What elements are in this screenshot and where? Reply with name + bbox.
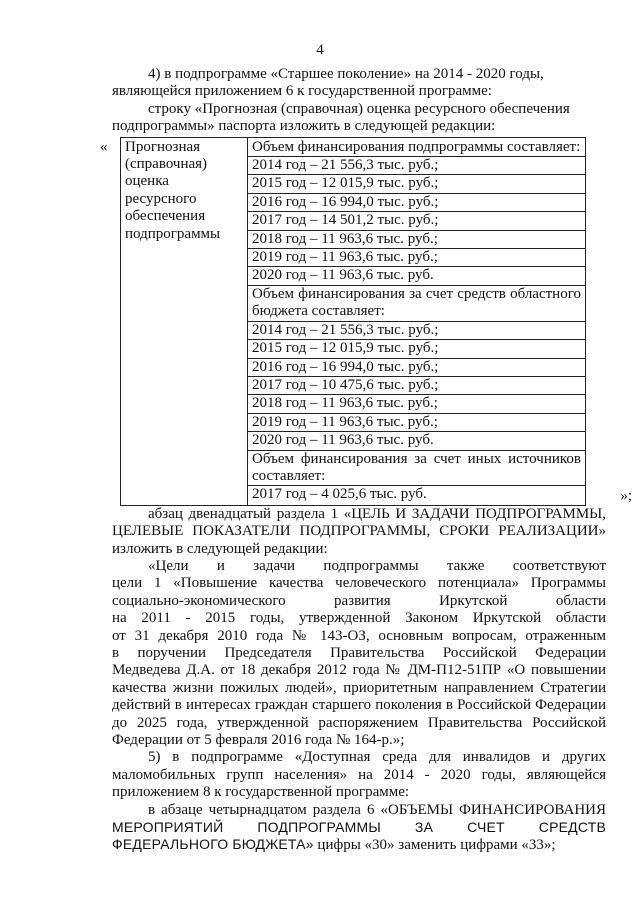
goals-line: «Цели и задачи подпрограммы также соответствуют [148,557,606,574]
goals-line: до 2025 года, утвержденной распоряжением Правительства Российской [112,714,606,731]
close-quote: »; [620,488,632,505]
finance-line: 2014 год – 21 556,3 тыс. руб.; [248,322,585,340]
abzac14-line [112,802,606,819]
row-title-line: подпрограммы [125,225,221,242]
table-row [121,137,586,505]
item4-line1: 4) в подпрограмме «Старшее поколение» на 2014 - 2020 годы, [148,66,544,82]
finance-line: 2015 год – 12 015,9 тыс. руб.; [248,340,585,358]
row-title-line: оценка [125,173,169,190]
finance-line: 2017 год – 10 475,6 тыс. руб.; [248,377,585,395]
row-title-cell [121,137,248,505]
finance-line: бюджета составляет: [248,303,585,321]
row-title-line: Прогнозная [125,138,201,155]
goals-line: цели 1 «Повышение качества человеческого потенциала» Программы [112,575,606,592]
goals-line: на 2011 - 2015 годы, утвержденной Законом Иркутской области [112,610,606,627]
finance-line: 2018 год – 11 963,6 тыс. руб.; [248,231,585,249]
item4-line2: являющейся приложением 6 к государственной программе: [112,83,492,100]
abzac14-line [112,836,606,854]
finance-line: 2019 год – 11 963,6 тыс. руб.; [248,414,585,432]
item5-line: 5) в подпрограмме «Доступная среда для инвалидов и других [148,749,606,766]
finance-line: 2020 год – 11 963,6 тыс. руб. [248,267,585,285]
open-quote: « [100,138,108,155]
financing-table-wrap [100,137,632,506]
finance-line: 2017 год – 4 025,6 тыс. руб. [252,486,427,503]
finance-line: 2014 год – 21 556,3 тыс. руб.; [248,157,585,175]
finance-line: 2017 год – 14 501,2 тыс. руб.; [248,212,585,230]
abzac-line2: ЦЕЛЕВЫЕ ПОКАЗАТЕЛИ ПОДПРОГРАММЫ, СРОКИ РЕАЛИЗАЦИИ» [112,523,606,540]
abzac-line3: изложить в следующей редакции: [112,540,328,557]
goals-line: Федерации от 5 февраля 2016 года № 164-р.»; [112,732,405,749]
document-body [100,66,632,855]
goals-line: Медведева Д.А. от 18 декабря 2012 года № ДМ-П12-51ПР «О повышении [112,662,606,679]
abzac-line1: абзац двенадцатый раздела 1 «ЦЕЛЬ И ЗАДАЧИ ПОДПРОГРАММЫ, [148,505,606,522]
abzac14-line: МЕРОПРИЯТИЙ ПОДПРОГРАММЫ ЗА СЧЕТ СРЕДСТВ [112,819,606,836]
item5-line: приложением 8 к государственной программе: [112,784,410,801]
item5-line: маломобильных групп населения» на 2014 - 2020 годы, являющейся [112,766,606,783]
goals-line: в поручении Председателя Правительства Российской Федерации [112,645,606,661]
finance-line: 2019 год – 11 963,6 тыс. руб.; [248,249,585,267]
row-title-line: обеспечения [125,208,206,225]
row-title-line: ресурсного [125,190,197,207]
finance-line: 2016 год – 16 994,0 тыс. руб.; [248,194,585,212]
finance-line: 2015 год – 12 015,9 тыс. руб.; [248,175,585,193]
finance-line: 2016 год – 16 994,0 тыс. руб.; [248,359,585,377]
financing-values-cell [248,137,586,505]
abzac14-caps: ФЕДЕРАЛЬНОГО БЮДЖЕТА» [112,836,314,853]
abzac14-text: в абзаце четырнадцатом раздела 6 «ОБЪЕМЫ ФИНАНСИРОВАНИЯ [148,801,606,818]
financing-table [120,137,586,506]
goals-line: социально-экономического развития Иркутской области [112,592,606,609]
finance-line: 2020 год – 11 963,6 тыс. руб. [248,432,585,450]
row-line2: подпрограммы» паспорта изложить в следующей редакции: [112,118,496,135]
row-line1: строку «Прогнозная (справочная) оценка ресурсного обеспечения [148,100,570,117]
finance-line: 2018 год – 11 963,6 тыс. руб.; [248,395,585,413]
goals-line: качества жизни пожилых людей», приоритетным направлением Стратегии [112,679,606,696]
finance-line: составляет: [248,468,585,486]
finance-line: Объем финансирования за счет иных источников [252,450,581,467]
goals-line: от 31 декабря 2010 года № 143-ОЗ, основным вопросам, отраженным [112,627,606,644]
finance-line: Объем финансирования подпрограммы составляет: [248,139,585,157]
row-title-line: (справочная) [125,156,208,173]
finance-line: Объем финансирования за счет средств областного [252,285,581,302]
abzac14-rest: цифры «30» заменить цифрами «33»; [313,837,556,854]
goals-line: действий в интересах граждан старшего поколения в Российской Федерации [112,697,606,714]
page-number: 4 [316,42,324,58]
